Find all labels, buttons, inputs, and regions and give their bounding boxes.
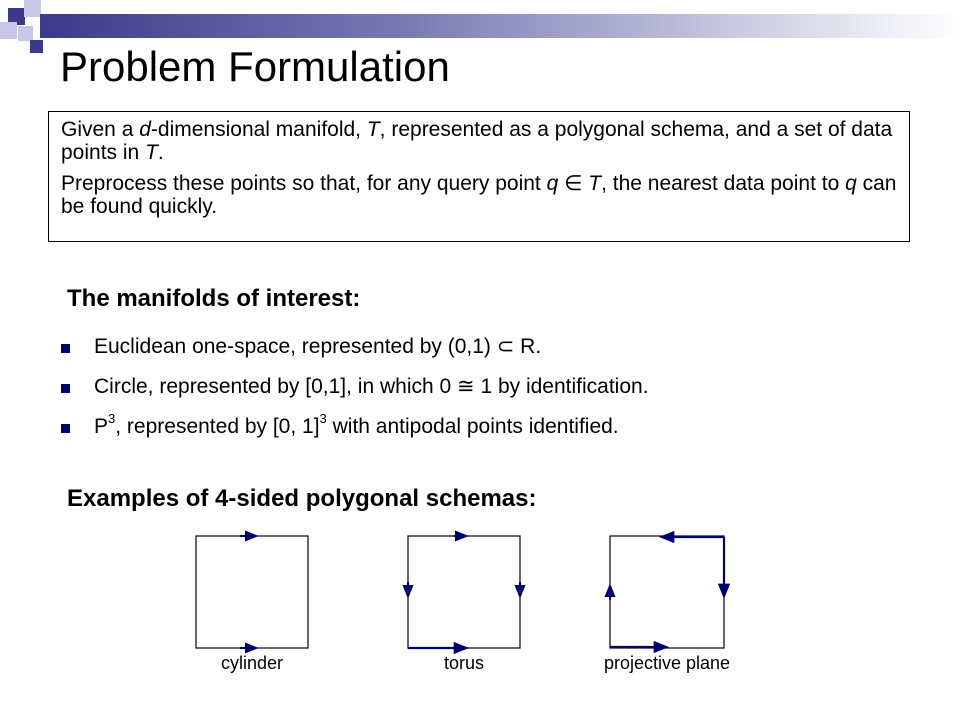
cylinder-label: cylinder	[220, 653, 284, 673]
projective-plane-schema	[610, 536, 724, 648]
list-item: Euclidean one-space, represented by (0,1) ⊂ R.	[60, 332, 920, 362]
definition-paragraph-2: Preprocess these points so that, for any query point q ∈ T, the nearest data point to q can be found quickly.	[61, 172, 897, 218]
torus-schema	[408, 536, 520, 648]
torus-label: torus	[443, 653, 485, 673]
projective-plane-label: projective plane	[603, 653, 731, 673]
page-title: Problem Formulation	[60, 43, 450, 90]
examples-heading: Examples of 4-sided polygonal schemas:	[67, 485, 537, 512]
definition-paragraph-1: Given a d-dimensional manifold, T, represented as a polygonal schema, and a set of data points in T.	[61, 118, 893, 164]
cylinder-schema	[196, 536, 308, 648]
list-item: Circle, represented by [0,1], in which 0 ≅ 1 by identification.	[60, 372, 920, 402]
list-item: $P^3$, represented by [0, 1]$^3$ with antipodal points identified.	[60, 412, 920, 442]
manifolds-heading: The manifolds of interest:	[67, 285, 361, 312]
